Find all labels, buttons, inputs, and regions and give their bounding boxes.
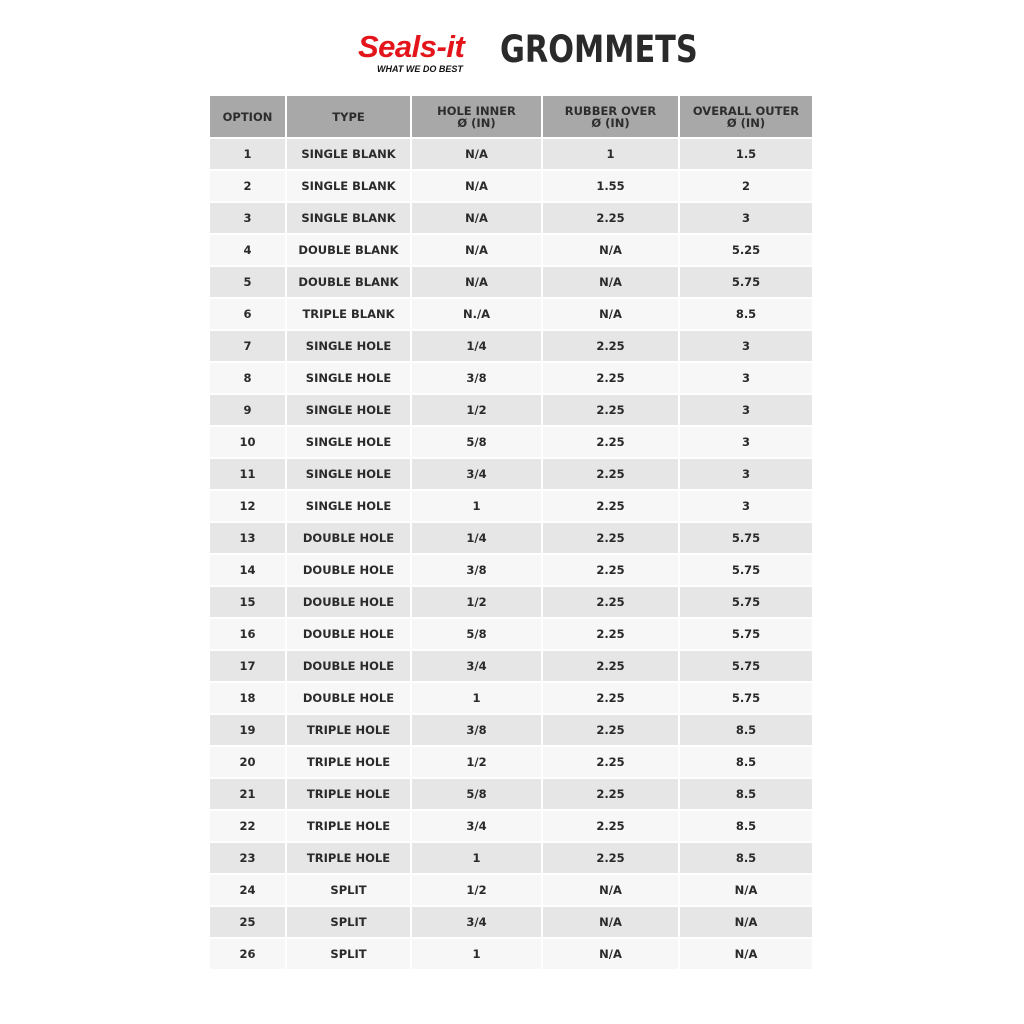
rubber-over-cell: 2.25 [543, 363, 680, 395]
hole-inner-cell: N/A [412, 139, 543, 171]
rubber-over-cell: 2.25 [543, 811, 680, 843]
table-row [210, 747, 812, 779]
type-cell: DOUBLE HOLE [287, 555, 412, 587]
type-cell: SPLIT [287, 875, 412, 907]
table-header-row [210, 96, 812, 139]
type-cell: TRIPLE HOLE [287, 779, 412, 811]
table-row [210, 395, 812, 427]
rubber-over-cell: 2.25 [543, 619, 680, 651]
type-cell: SINGLE HOLE [287, 395, 412, 427]
hole-inner-cell: 1 [412, 939, 543, 971]
hole-inner-cell: N./A [412, 299, 543, 331]
hole-inner-cell: 5/8 [412, 779, 543, 811]
overall-outer-cell: 8.5 [680, 299, 812, 331]
hole-inner-cell: 5/8 [412, 619, 543, 651]
type-header [287, 96, 412, 139]
table-row [210, 235, 812, 267]
type-cell: TRIPLE BLANK [287, 299, 412, 331]
option-cell: 5 [210, 267, 287, 299]
hole-inner-header [412, 96, 543, 139]
option-cell: 26 [210, 939, 287, 971]
type-cell: DOUBLE HOLE [287, 651, 412, 683]
type-cell: DOUBLE HOLE [287, 619, 412, 651]
type-cell: TRIPLE HOLE [287, 843, 412, 875]
option-cell: 8 [210, 363, 287, 395]
type-cell: SINGLE HOLE [287, 363, 412, 395]
table-row [210, 491, 812, 523]
rubber-over-cell: 2.25 [543, 203, 680, 235]
rubber-over-cell: N/A [543, 907, 680, 939]
overall-outer-cell: 5.75 [680, 587, 812, 619]
hole-inner-cell: 5/8 [412, 427, 543, 459]
type-cell: TRIPLE HOLE [287, 747, 412, 779]
table-row [210, 267, 812, 299]
overall-outer-cell: 3 [680, 459, 812, 491]
type-cell: DOUBLE HOLE [287, 587, 412, 619]
rubber-over-cell: 2.25 [543, 395, 680, 427]
table-row [210, 555, 812, 587]
option-cell: 19 [210, 715, 287, 747]
hole-inner-cell: 1 [412, 683, 543, 715]
hole-inner-cell: 3/4 [412, 651, 543, 683]
option-cell: 15 [210, 587, 287, 619]
table-row [210, 939, 812, 971]
overall-outer-cell: 1.5 [680, 139, 812, 171]
table-row [210, 651, 812, 683]
rubber-over-cell: 2.25 [543, 491, 680, 523]
column-header-label: OVERALL OUTER [692, 103, 800, 118]
option-header [210, 96, 287, 139]
hole-inner-cell: 1 [412, 843, 543, 875]
option-cell: 1 [210, 139, 287, 171]
table-row [210, 459, 812, 491]
hole-inner-cell: 1/4 [412, 523, 543, 555]
overall-outer-cell: 5.75 [680, 683, 812, 715]
hole-inner-cell: N/A [412, 203, 543, 235]
type-cell: TRIPLE HOLE [287, 715, 412, 747]
option-cell: 3 [210, 203, 287, 235]
table-row [210, 843, 812, 875]
option-cell: 17 [210, 651, 287, 683]
overall-outer-header [680, 96, 812, 139]
option-cell: 4 [210, 235, 287, 267]
rubber-over-cell: N/A [543, 939, 680, 971]
overall-outer-cell: 3 [680, 491, 812, 523]
table-row [210, 811, 812, 843]
overall-outer-cell: 8.5 [680, 843, 812, 875]
rubber-over-cell: N/A [543, 299, 680, 331]
table-row [210, 331, 812, 363]
type-cell: DOUBLE HOLE [287, 523, 412, 555]
overall-outer-cell: 8.5 [680, 715, 812, 747]
table-row [210, 907, 812, 939]
table-row [210, 587, 812, 619]
overall-outer-cell: N/A [680, 907, 812, 939]
rubber-over-cell: 1.55 [543, 171, 680, 203]
type-cell: DOUBLE BLANK [287, 235, 412, 267]
overall-outer-cell: 8.5 [680, 779, 812, 811]
table-body [210, 139, 812, 971]
option-cell: 23 [210, 843, 287, 875]
overall-outer-cell: 5.75 [680, 267, 812, 299]
option-cell: 12 [210, 491, 287, 523]
hole-inner-cell: 3/8 [412, 715, 543, 747]
rubber-over-cell: 2.25 [543, 587, 680, 619]
column-header-label: TYPE [332, 109, 365, 124]
hole-inner-cell: 1/2 [412, 395, 543, 427]
rubber-over-header [543, 96, 680, 139]
table-row [210, 715, 812, 747]
rubber-over-cell: 2.25 [543, 747, 680, 779]
table-row [210, 427, 812, 459]
overall-outer-cell: 8.5 [680, 747, 812, 779]
rubber-over-cell: 1 [543, 139, 680, 171]
type-cell: SINGLE HOLE [287, 427, 412, 459]
rubber-over-cell: 2.25 [543, 459, 680, 491]
brand-tagline: WHAT WE DO BEST [377, 64, 463, 74]
rubber-over-cell: N/A [543, 267, 680, 299]
type-cell: SPLIT [287, 939, 412, 971]
option-cell: 13 [210, 523, 287, 555]
option-cell: 6 [210, 299, 287, 331]
type-cell: SINGLE BLANK [287, 139, 412, 171]
rubber-over-cell: 2.25 [543, 651, 680, 683]
hole-inner-cell: 3/4 [412, 459, 543, 491]
overall-outer-cell: 5.75 [680, 555, 812, 587]
type-cell: TRIPLE HOLE [287, 811, 412, 843]
option-cell: 21 [210, 779, 287, 811]
type-cell: SINGLE HOLE [287, 331, 412, 363]
table-row [210, 619, 812, 651]
table-row [210, 683, 812, 715]
hole-inner-cell: N/A [412, 267, 543, 299]
option-cell: 25 [210, 907, 287, 939]
overall-outer-cell: N/A [680, 875, 812, 907]
table-row [210, 139, 812, 171]
column-header-label: RUBBER OVER [564, 103, 657, 118]
option-cell: 16 [210, 619, 287, 651]
option-cell: 2 [210, 171, 287, 203]
overall-outer-cell: 2 [680, 171, 812, 203]
rubber-over-cell: 2.25 [543, 555, 680, 587]
overall-outer-cell: 3 [680, 427, 812, 459]
option-cell: 18 [210, 683, 287, 715]
column-header-label: Ø (IN) [726, 115, 766, 130]
type-cell: SPLIT [287, 907, 412, 939]
type-cell: SINGLE HOLE [287, 491, 412, 523]
rubber-over-cell: N/A [543, 875, 680, 907]
option-cell: 7 [210, 331, 287, 363]
hole-inner-cell: 1/2 [412, 875, 543, 907]
table-row [210, 299, 812, 331]
table-row [210, 875, 812, 907]
table-row [210, 523, 812, 555]
table-row [210, 203, 812, 235]
overall-outer-cell: 3 [680, 395, 812, 427]
type-cell: SINGLE BLANK [287, 171, 412, 203]
overall-outer-cell: 3 [680, 363, 812, 395]
option-cell: 11 [210, 459, 287, 491]
page-title: GROMMETS [500, 28, 698, 71]
grommets-table-container [210, 96, 812, 971]
column-header-label: Ø (IN) [457, 115, 496, 130]
overall-outer-cell: 8.5 [680, 811, 812, 843]
overall-outer-cell: 5.75 [680, 651, 812, 683]
overall-outer-cell: 5.25 [680, 235, 812, 267]
option-cell: 22 [210, 811, 287, 843]
column-header-label: Ø (IN) [591, 115, 630, 130]
option-cell: 20 [210, 747, 287, 779]
grommets-table [210, 96, 812, 971]
table-row [210, 171, 812, 203]
hole-inner-cell: 1/4 [412, 331, 543, 363]
overall-outer-cell: 5.75 [680, 619, 812, 651]
hole-inner-cell: 1/2 [412, 747, 543, 779]
type-cell: DOUBLE BLANK [287, 267, 412, 299]
overall-outer-cell: N/A [680, 939, 812, 971]
column-header-label: HOLE INNER [437, 103, 516, 118]
rubber-over-cell: 2.25 [543, 779, 680, 811]
option-cell: 10 [210, 427, 287, 459]
hole-inner-cell: 3/8 [412, 555, 543, 587]
table-row [210, 363, 812, 395]
column-header-label: OPTION [222, 109, 273, 124]
type-cell: DOUBLE HOLE [287, 683, 412, 715]
option-cell: 9 [210, 395, 287, 427]
rubber-over-cell: 2.25 [543, 523, 680, 555]
hole-inner-cell: 3/8 [412, 363, 543, 395]
brand-name: Seals-it [358, 29, 465, 64]
overall-outer-cell: 3 [680, 203, 812, 235]
page-header [0, 26, 1024, 86]
brand-logo [358, 30, 488, 80]
rubber-over-cell: 2.25 [543, 715, 680, 747]
option-cell: 14 [210, 555, 287, 587]
hole-inner-cell: 1/2 [412, 587, 543, 619]
rubber-over-cell: 2.25 [543, 331, 680, 363]
type-cell: SINGLE HOLE [287, 459, 412, 491]
overall-outer-cell: 5.75 [680, 523, 812, 555]
hole-inner-cell: 3/4 [412, 811, 543, 843]
type-cell: SINGLE BLANK [287, 203, 412, 235]
table-row [210, 779, 812, 811]
overall-outer-cell: 3 [680, 331, 812, 363]
hole-inner-cell: N/A [412, 235, 543, 267]
hole-inner-cell: 3/4 [412, 907, 543, 939]
hole-inner-cell: N/A [412, 171, 543, 203]
rubber-over-cell: 2.25 [543, 683, 680, 715]
option-cell: 24 [210, 875, 287, 907]
rubber-over-cell: 2.25 [543, 427, 680, 459]
hole-inner-cell: 1 [412, 491, 543, 523]
rubber-over-cell: N/A [543, 235, 680, 267]
rubber-over-cell: 2.25 [543, 843, 680, 875]
